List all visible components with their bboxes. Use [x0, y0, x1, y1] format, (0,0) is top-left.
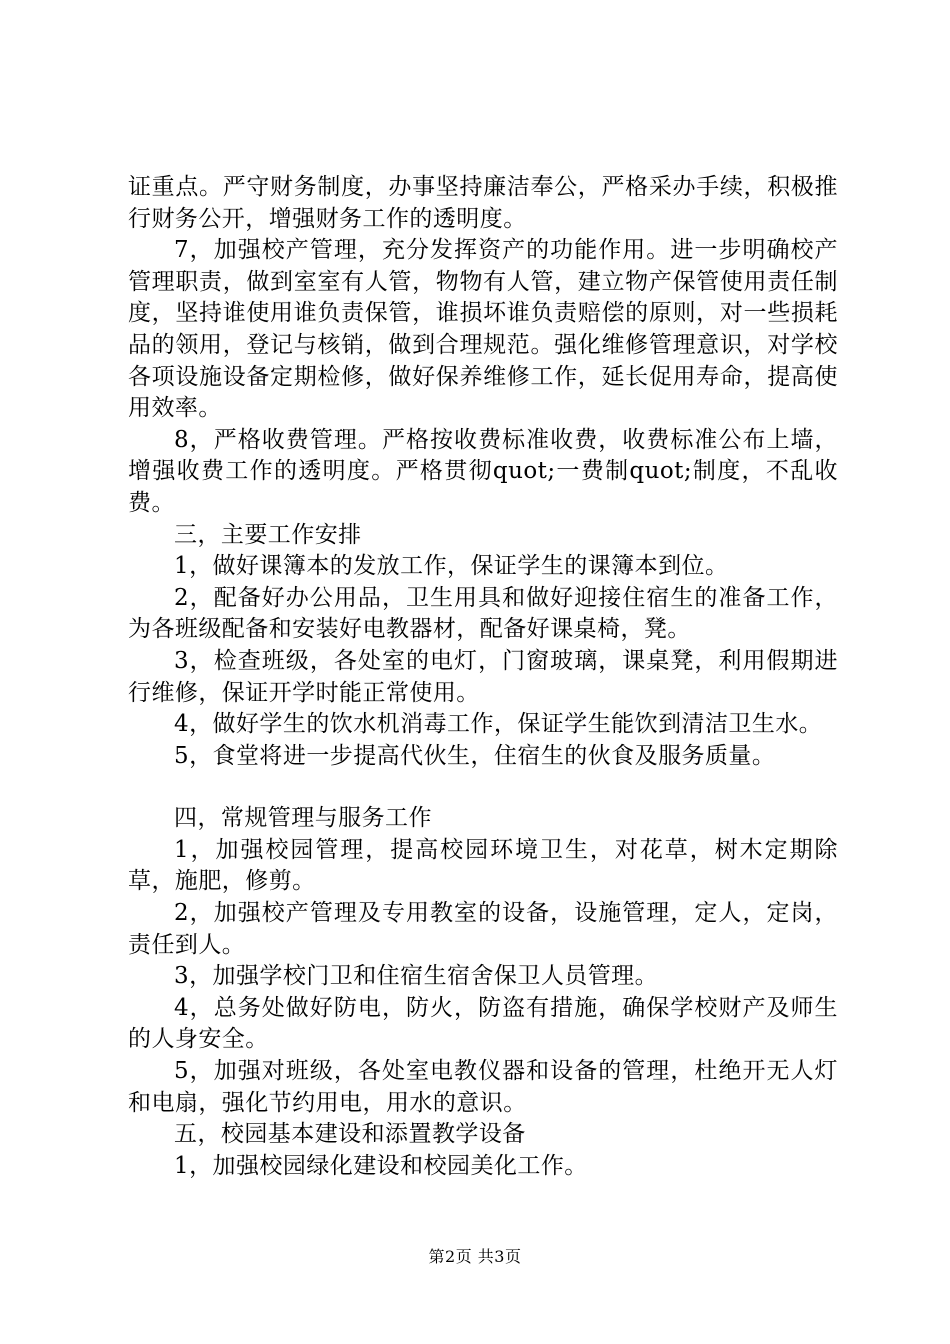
paragraph-3: 8，严格收费管理。严格按收费标准收费，收费标准公布上墙，增强收费工作的透明度。严格贯彻quot;一费制quot;制度，不乱收费。: [128, 426, 838, 516]
paragraph-9: 5，食堂将进一步提高代伙生，住宿生的伙食及服务质量。: [174, 742, 776, 769]
paragraph-6: 2，配备好办公用品，卫生用具和做好迎接住宿生的准备工作，为各班级配备和安装好电教器材，配备好课桌椅，凳。: [128, 584, 838, 643]
paragraph-11: 1，加强校园管理，提高校园环境卫生，对花草，树木定期除草，施肥，修剪。: [128, 836, 838, 895]
document-body: [128, 172, 838, 1182]
section-heading-5: 五，校园基本建设和添置教学设备: [174, 1121, 526, 1148]
paragraph-15: 5，加强对班级，各处室电教仪器和设备的管理，杜绝开无人灯和电扇，强化节约用电，用水的意识。: [128, 1058, 838, 1116]
paragraph-12: 2，加强校产管理及专用教室的设备，设施管理，定人，定岗，责任到人。: [128, 900, 838, 958]
paragraph-8: 4，做好学生的饮水机消毒工作，保证学生能饮到清洁卫生水。: [174, 711, 823, 738]
section-heading-3: 三，主要工作安排: [174, 521, 362, 548]
section-heading-4: 四，常规管理与服务工作: [174, 805, 432, 832]
paragraph-17: 1，加强校园绿化建设和校园美化工作。: [174, 1152, 588, 1179]
paragraph-5: 1，做好课簿本的发放工作，保证学生的课簿本到位。: [174, 553, 729, 580]
page-number-footer: 第2页 共3页: [428, 1247, 522, 1266]
paragraph-7: 3，检查班级，各处室的电灯，门窗玻璃，课桌凳，利用假期进行维修，保证开学时能正常使用。: [128, 647, 838, 706]
paragraph-2: 7，加强校产管理，充分发挥资产的功能作用。进一步明确校产管理职责，做到室室有人管，物物有人管，建立物产保管使用责任制度，坚持谁使用谁负责保管，谁损坏谁负责赔偿的原则，对一些损耗品的领用，登记与核销，做到合理规范。强化维修管理意识，对学校各项设施设备定期检修，做好保养维修工作，延长促用寿命，提高使用效率。: [128, 237, 838, 422]
paragraph-13: 3，加强学校门卫和住宿生宿舍保卫人员管理。: [174, 963, 659, 990]
paragraph-1: 证重点。严守财务制度，办事坚持廉洁奉公，严格采办手续，积极推行财务公开，增强财务工作的透明度。: [128, 174, 838, 232]
paragraph-14: 4，总务处做好防电，防火，防盗有措施，确保学校财产及师生的人身安全。: [128, 994, 838, 1053]
